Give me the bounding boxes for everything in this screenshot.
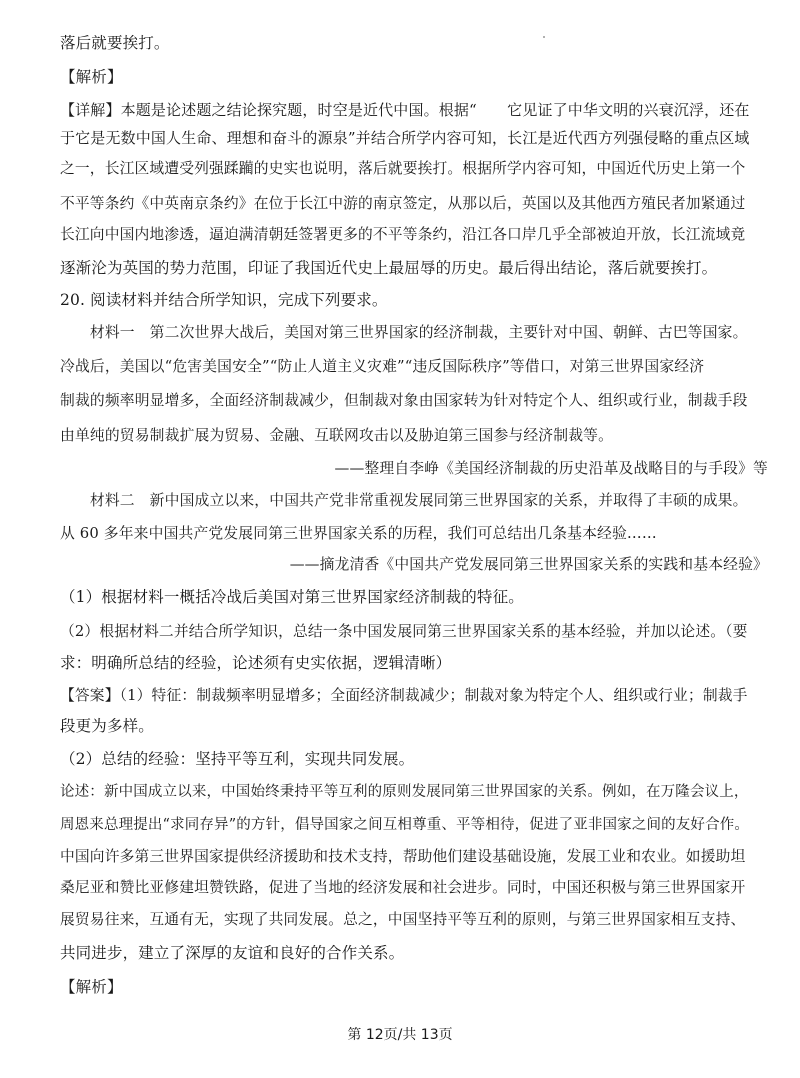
material-one-source: ——整理自李峥《美国经济制裁的历史沿革及战略目的与手段》等 (334, 460, 768, 477)
answer-line: 展贸易往来，互通有无，实现了共同发展。总之，中国坚持平等互利的原则，与第三世界国家相互支持、 (60, 911, 746, 928)
answer-line: 【答案】（1）特征：制裁频率明显增多；全面经济制裁减少；制裁对象为特定个人、组织或行业；制裁手 (60, 687, 748, 704)
question-heading: 20. 阅读材料并结合所学知识，完成下列要求。 (60, 291, 388, 309)
material-one-line: 材料一 第二次世界大战后，美国对第三世界国家的经济制裁，主要针对中国、朝鲜、古巴等国家。 (60, 324, 748, 341)
text-line: 之一，长江区域遭受列强蹂躏的史实也说明，落后就要挨打。根据所学内容可知，中国近代历史上第一个 (60, 160, 746, 177)
analysis-label: 【解析】 (60, 978, 123, 996)
material-two-line: 材料二 新中国成立以来，中国共产党非常重视发展同第三世界国家的关系，并取得了丰硕的成果。 (60, 492, 748, 509)
text-line: 落后就要挨打。 (60, 34, 170, 52)
material-two-line: 从 60 多年来中国共产党发展同第三世界国家关系的历程，我们可总结出几条基本经验…… (60, 525, 657, 542)
material-one-line: 由单纯的贸易制裁扩展为贸易、金融、互联网攻击以及胁迫第三国参与经济制裁等。 (60, 427, 614, 444)
material-one-line: 冷战后，美国以“危害美国安全”“防止人道主义灾难”“违反国际秩序”等借口，对第三世界国家经济 (60, 358, 705, 375)
answer-line: 共同进步，建立了深厚的友谊和良好的合作关系。 (60, 944, 405, 962)
answer-line: 桑尼亚和赞比亚修建坦赞铁路，促进了当地的经济发展和社会进步。同时，中国还积极与第三世界国家开 (60, 879, 746, 896)
material-one-line: 制裁的频率明显增多，全面经济制裁减少，但制裁对象由国家转为针对特定个人、组织或行业，制裁手段 (60, 392, 748, 409)
material-two-source: ——摘龙清香《中国共产党发展同第三世界国家关系的实践和基本经验》 (289, 556, 768, 573)
answer-line: （2）总结的经验：坚持平等互利，实现共同发展。 (60, 750, 415, 768)
answer-line: 中国向许多第三世界国家提供经济援助和技术支持，帮助他们建设基础设施，发展工业和农业。如援助坦 (60, 848, 746, 865)
text-line: 不平等条约《中英南京条约》在位于长江中游的南京签定，从那以后，英国以及其他西方殖民者加紧通过 (60, 195, 746, 212)
analysis-label: 【解析】 (60, 68, 123, 86)
question-part: （1）根据材料一概括冷战后美国对第三世界国家经济制裁的特征。 (60, 588, 524, 606)
answer-line: 段更为多样。 (60, 717, 154, 735)
text-line: 逐渐沦为英国的势力范围，印证了我国近代史上最屈辱的历史。最后得出结论，落后就要挨打。 (60, 259, 718, 277)
text-line: 【详解】本题是论述题之结论探究题，时空是近代中国。根据“ 它见证了中华文明的兴衰沉浮，还在 (60, 101, 750, 119)
page-footer: 第 12页/共 13页 (347, 1027, 453, 1043)
answer-line: 周恩来总理提出“求同存异”的方针，倡导国家之间互相尊重、平等相待，促进了亚非国家之间的友好合作。 (60, 817, 750, 833)
text-line: 于它是无数中国人生命、理想和奋斗的源泉”并结合所学内容可知，长江是近代西方列强侵略的重点区域 (60, 129, 750, 147)
question-part: （2）根据材料二并结合所学知识，总结一条中国发展同第三世界国家关系的基本经验，并加以论述。（要 (60, 623, 748, 640)
question-part: 求：明确所总结的经验，论述须有史实依据，逻辑清晰） (60, 654, 452, 672)
answer-line: 论述：新中国成立以来，中国始终秉持平等互利的原则发展同第三世界国家的关系。例如，在万隆会议上， (60, 784, 749, 800)
text-line: 长江向中国内地渗透，逼迫满清朝廷签署更多的不平等条约，沿江各口岸几乎全部被迫开放，长江流域竟 (60, 226, 746, 243)
